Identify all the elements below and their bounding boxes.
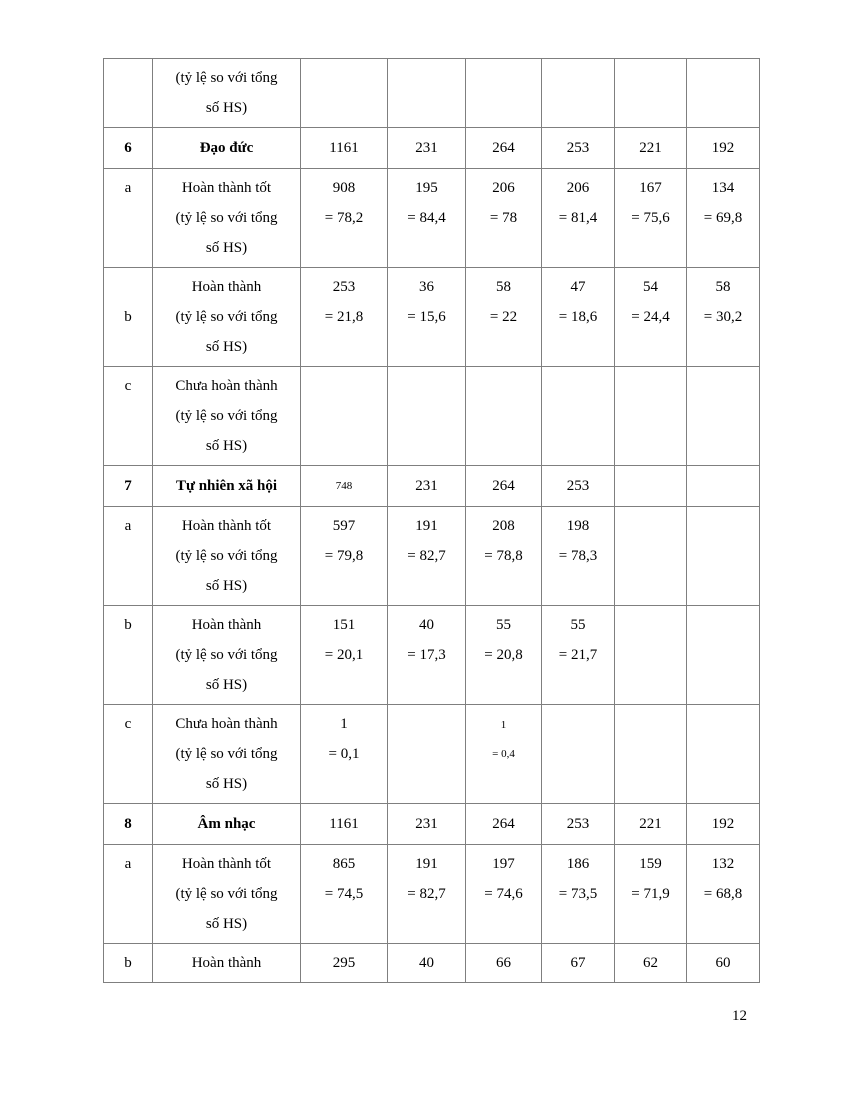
row-title-cell [153,466,301,507]
row-title-line: Chưa hoàn thành [175,378,278,394]
data-cell-line: 159 [639,856,662,872]
data-cell-line: 231 [415,478,438,494]
data-cell-line: 253 [566,478,590,494]
data-cell [542,804,615,845]
data-cell [466,367,542,466]
data-cell-line: 55 [570,617,586,633]
row-title-line: số HS) [205,776,248,792]
data-cell [301,507,388,606]
data-cell [542,169,615,268]
data-cell [301,268,388,367]
data-cell [615,59,687,128]
row-label-cell: a [104,169,153,268]
data-cell [542,507,615,606]
data-cell-line: = 78 [489,210,518,226]
data-cell [301,606,388,705]
data-cell-line: = 82,7 [407,548,446,564]
data-cell-line: 221 [639,816,662,832]
data-cell [687,705,760,804]
data-cell-line: = 82,7 [407,886,446,902]
row-title-line: số HS) [205,578,248,594]
row-label-cell [104,59,153,128]
data-cell-line: 40 [419,617,434,633]
data-cell [615,845,687,944]
data-cell-line: 192 [711,140,735,156]
data-cell-line: = 20,1 [324,647,364,663]
data-cell-line: 1161 [329,140,359,156]
row-title-line: (tỷ lệ so với tổng [175,746,278,762]
data-cell-line: = 78,2 [324,210,364,226]
data-cell [687,845,760,944]
data-cell-line: 58 [496,279,511,295]
data-cell [466,944,542,983]
table-row [104,169,760,268]
data-cell [542,705,615,804]
data-cell-line: = 18,6 [558,309,598,325]
data-cell [301,845,388,944]
data-cell-line: 253 [566,816,590,832]
table-row [104,845,760,944]
table-row [104,606,760,705]
row-title-line: (tỷ lệ so với tổng [175,886,278,902]
data-cell [301,944,388,983]
row-label-cell: b [104,606,153,705]
row-title-cell [153,268,301,367]
data-cell [542,606,615,705]
data-cell-line: 865 [332,856,356,872]
data-cell [466,606,542,705]
data-cell [301,59,388,128]
table-row [104,944,760,983]
data-cell [687,944,760,983]
data-cell [687,507,760,606]
data-cell-line: 195 [415,180,438,196]
data-cell-line: = 21,7 [558,647,598,663]
data-cell-line: 191 [415,518,438,534]
data-cell-line: = 20,8 [484,647,523,663]
data-cell [542,128,615,169]
row-title-line: Chưa hoàn thành [175,716,278,732]
data-cell-line: = 22 [489,309,518,325]
data-cell [542,466,615,507]
table-row [104,128,760,169]
data-cell [687,466,760,507]
data-cell-line: = 21,8 [324,309,364,325]
row-title-cell [153,367,301,466]
row-label-cell: a [104,507,153,606]
data-cell-line: = 73,5 [558,886,598,902]
row-label-cell: c [104,705,153,804]
data-cell [542,268,615,367]
row-title-cell [153,845,301,944]
data-cell [615,606,687,705]
data-cell-line: 58 [715,279,731,295]
results-table-body [104,59,760,983]
row-label-cell: 6 [104,128,153,169]
data-cell [388,507,466,606]
data-cell [466,804,542,845]
data-cell [388,169,466,268]
row-title-cell [153,169,301,268]
row-label-cell: a [104,845,153,944]
data-cell-line: = 71,9 [631,886,670,902]
data-cell-line: 60 [715,955,731,971]
data-cell [301,804,388,845]
row-title-cell [153,128,301,169]
data-cell [687,606,760,705]
data-cell-line: = 0,4 [492,748,515,760]
data-cell-line: = 81,4 [558,210,598,226]
data-cell [388,128,466,169]
data-cell [615,169,687,268]
data-cell-line: 55 [496,617,511,633]
data-cell-line: = 74,5 [324,886,364,902]
data-cell-line: 191 [415,856,438,872]
table-row [104,804,760,845]
data-cell-line: 132 [711,856,735,872]
data-cell-line: 186 [566,856,590,872]
table-row [104,507,760,606]
row-title-line: (tỷ lệ so với tổng [175,647,278,663]
data-cell [466,845,542,944]
row-title-line: Đạo đức [199,140,254,156]
row-title-line: Âm nhạc [197,816,256,832]
row-title-line: (tỷ lệ so với tổng [175,210,278,226]
row-title-cell [153,804,301,845]
row-title-cell [153,944,301,983]
data-cell [542,944,615,983]
data-cell-line: 197 [492,856,515,872]
data-cell [687,128,760,169]
data-cell-line: = 17,3 [407,647,446,663]
data-cell [466,507,542,606]
data-cell [301,466,388,507]
data-cell-line: 1 [340,716,348,732]
table-row [104,705,760,804]
data-cell-line: = 79,8 [324,548,364,564]
row-title-line: số HS) [205,240,248,256]
data-cell-line: 151 [332,617,356,633]
data-cell-line: = 74,6 [484,886,523,902]
data-cell-line: 1 [500,719,507,731]
data-cell-line: 206 [492,180,515,196]
data-cell-line: 208 [492,518,515,534]
data-cell-line: 36 [419,279,434,295]
data-cell-line: = 78,8 [484,548,523,564]
data-cell [542,367,615,466]
data-cell [301,128,388,169]
data-cell [687,268,760,367]
data-cell-line: 134 [711,180,735,196]
data-cell-line: 47 [570,279,586,295]
row-label-cell: 7 [104,466,153,507]
data-cell-line: 192 [711,816,735,832]
row-title-line: Hoàn thành tốt [181,856,272,872]
data-cell [615,128,687,169]
results-table [103,58,760,983]
row-label-cell: b [104,944,153,983]
data-cell-line: 253 [332,279,356,295]
row-label-cell: b [104,268,153,367]
data-cell [615,367,687,466]
data-cell-line: 748 [335,480,353,492]
data-cell-line: = 30,2 [703,309,743,325]
data-cell [388,268,466,367]
row-title-cell [153,705,301,804]
data-cell [388,59,466,128]
data-cell [466,59,542,128]
row-title-cell [153,59,301,128]
data-cell-line: 264 [492,478,515,494]
row-title-line: số HS) [205,916,248,932]
row-title-line: số HS) [205,438,248,454]
row-title-line: Tự nhiên xã hội [175,478,278,494]
data-cell [388,804,466,845]
data-cell-line: 221 [639,140,662,156]
row-title-line: (tỷ lệ so với tổng [175,408,278,424]
data-cell [301,169,388,268]
data-cell [687,804,760,845]
data-cell [466,466,542,507]
data-cell [466,268,542,367]
data-cell-line: = 0,1 [328,746,360,762]
table-row [104,367,760,466]
data-cell [615,268,687,367]
row-title-line: số HS) [205,677,248,693]
data-cell [687,169,760,268]
data-cell-line: 62 [643,955,658,971]
data-cell-line: 54 [643,279,658,295]
table-row [104,268,760,367]
row-title-cell [153,606,301,705]
row-title-line: số HS) [205,339,248,355]
row-title-line: số HS) [205,100,248,116]
data-cell-line: = 75,6 [631,210,670,226]
data-cell [301,705,388,804]
data-cell [388,606,466,705]
row-title-line: Hoàn thành [191,617,262,633]
data-cell-line: 67 [570,955,586,971]
data-cell-line: 66 [496,955,511,971]
data-cell [466,169,542,268]
data-cell [615,804,687,845]
row-title-line: Hoàn thành [191,955,262,971]
row-title-cell [153,507,301,606]
row-label-cell: c [104,367,153,466]
data-cell [687,367,760,466]
data-cell [687,59,760,128]
data-cell [466,128,542,169]
data-cell [615,705,687,804]
data-cell-line: 908 [332,180,356,196]
data-cell-line: 264 [492,816,515,832]
data-cell-line: = 24,4 [631,309,670,325]
row-title-line: Hoàn thành tốt [181,518,272,534]
data-cell-line: 231 [415,816,438,832]
data-cell-line: 206 [566,180,590,196]
data-cell [542,59,615,128]
data-cell-line: 167 [639,180,662,196]
data-cell-line: = 78,3 [558,548,598,564]
data-cell [388,845,466,944]
data-cell-line: = 68,8 [703,886,743,902]
data-cell [542,845,615,944]
data-cell [388,944,466,983]
table-row [104,59,760,128]
data-cell [615,507,687,606]
data-cell-line: 264 [492,140,515,156]
data-cell-line: 198 [566,518,590,534]
row-title-line: (tỷ lệ so với tổng [175,309,278,325]
data-cell [388,466,466,507]
data-cell [388,367,466,466]
data-cell-line: = 84,4 [407,210,446,226]
data-cell-line: 295 [332,955,356,971]
data-cell-line: 1161 [329,816,359,832]
row-title-line: (tỷ lệ so với tổng [175,548,278,564]
data-cell [615,466,687,507]
row-title-line: Hoàn thành [191,279,262,295]
data-cell-line: 597 [332,518,356,534]
row-title-line: Hoàn thành tốt [181,180,272,196]
data-cell-line: = 69,8 [703,210,743,226]
row-label-cell: 8 [104,804,153,845]
page-number: 12 [732,1008,747,1024]
data-cell-line: = 15,6 [407,309,446,325]
data-cell-line: 231 [415,140,438,156]
data-cell [388,705,466,804]
table-row [104,466,760,507]
data-cell [466,705,542,804]
data-cell-line: 40 [419,955,434,971]
data-cell-line: 253 [566,140,590,156]
data-cell [301,367,388,466]
data-cell [615,944,687,983]
row-title-line: (tỷ lệ so với tổng [175,70,278,86]
